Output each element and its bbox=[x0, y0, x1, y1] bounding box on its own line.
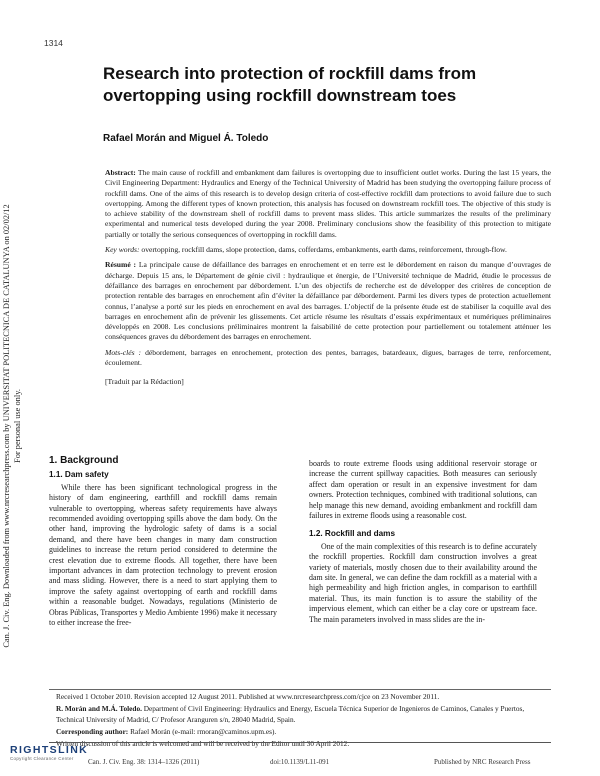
corresponding-author-note bbox=[56, 727, 551, 737]
mots-cles bbox=[105, 348, 551, 369]
abstract-text: The main cause of rockfill and embankment dam failures is overtopping due to insufficient outlet works. During the last 15 years, the Civil Engineering Department: Hydraulics and Energy of the Technical University of Madrid has been studying the overtopping failure process of rockfill dams. One of the aims of this research is to develop design criteria of cost-effective rockfill dam protections to avoid failure due to such overtopping. Among the different types of known protection, this analysis has focused on downstream rockfill toes. The objective of this study is to achieve stability of the downstream shell of rockfill dams to prevent mass slides. This article summarizes the results of the preliminary experimental and numerical tests developed during the year 2008. Preliminary conclusions show the feasibility of this protection to mitigate partially or totally the serious consequences of overtopping in rockfill dams. bbox=[105, 168, 551, 239]
corresponding-author-text: Rafael Morán (e-mail: rmoran@caminos.upm.es). bbox=[128, 726, 277, 736]
publisher: Published by NRC Research Press bbox=[434, 758, 531, 766]
body-paragraph: boards to route extreme floods using additional reservoir storage or increase the current spillway capacities. Both measures can seriously affect dam operation or result in an expensive investment for dam owners. Protection techniques, combined with traditional solutions, can help manage this new demand, avoiding embankment and rockfill dam failures in extreme floods using a reasonable cost. bbox=[309, 459, 537, 521]
mots-cles-label: Mots-clés : bbox=[105, 347, 142, 357]
rightslink-logo-text: RIGHTSLINK bbox=[10, 744, 89, 756]
body-column-right bbox=[309, 459, 537, 625]
section-heading-background: 1. Background bbox=[49, 455, 119, 466]
subsection-heading-dam-safety: 1.1. Dam safety bbox=[49, 470, 109, 480]
resume-text: La principale cause de défaillance des barrages en enrochement et en terre est le débordement en raison du manque d’ouvrages de décharge. Depuis 15 ans, le Département de génie civil : hydraulique et énergie, de l’Université technique de Madrid, étudie le processus de défaillance des barrages en enrochement par débordement. L’un des objectifs de recherche est de développer des critères de conception de protection rentable des barrages en enrochement afin d’éviter la défaillance par débordement. Parmi les divers types de protection actuellement connus, l’analyse a porté sur les pieds en enrochement en aval des barrages. L’objectif de la présente étude est de stabiliser la coquille aval des barrages en enrochement afin de prévenir les glissements. Cet article résume les résultats d’essais expérimentaux et numériques préliminaires développés en 2008. Les conclusions préliminaires montrent la faisabilité de cette protection pour partiellement ou totalement atténuer les conséquences graves du débordement des barrages en enrochement. bbox=[105, 260, 552, 342]
keywords bbox=[105, 245, 551, 255]
abstract-label: Abstract: bbox=[105, 168, 136, 177]
article-title: Research into protection of rockfill dams from overtopping using rockfill downstream toes bbox=[103, 64, 477, 105]
abstract-block bbox=[105, 168, 551, 393]
footnote-divider bbox=[49, 689, 551, 690]
resume-label: Résumé : bbox=[105, 260, 137, 270]
received-note: Received 1 October 2010. Revision accepted 12 August 2011. Published at www.nrcresearchpress.com/cjce on 23 November 2011. bbox=[56, 692, 440, 701]
page-number: 1314 bbox=[44, 38, 63, 48]
translation-note: [Traduit par la Rédaction] bbox=[105, 377, 184, 387]
body-column-left bbox=[49, 456, 277, 629]
keywords-text: overtopping, rockfill dams, slope protection, dams, cofferdams, embankments, earth dams, reinforcement, through-flow. bbox=[139, 245, 507, 255]
mots-cles-text: débordement, barrages en enrochement, protection des pentes, barrages, batardeaux, digues, barrages de terre, renforcement, écoulement. bbox=[105, 347, 551, 368]
body-paragraph: While there has been significant technological progress in the history of dam engineering, earthfill and rockfill dams remain vulnerable to overtopping, whereas safety requirements have always recommended avoiding overtopping spills above the dam body. On the other hand, improving the hydrologic safety of dams is a social demand, and there have been changes in many dam construction guidelines to increase the return period considered to determine the crest elevation due to extreme floods. All together, there have been important advances in dam protection technology to prevent erosion and mass sliding. However, there is a need to start applying them to improve the safety against overtopping of earth and rockfill dams within a reasonable budget. Nowadays, regulations (Ministerio de Obras Públicas, Transportes y Medio Ambiente 1996) make it necessary to either increase the free- bbox=[49, 482, 277, 628]
affiliation-text: Department of Civil Engineering: Hydraulics and Energy, Escuela Técnica Superior de Ingenieros de Caminos, Canales y Puertos, Technical University of Madrid, C/ Profesor Aranguren s/n, 28040 Madrid, Spain. bbox=[56, 704, 525, 724]
resume bbox=[105, 260, 551, 342]
rightslink-logo-subtext: Copyright Clearance Center bbox=[10, 756, 74, 761]
corresponding-author-label: Corresponding author: bbox=[56, 726, 129, 736]
personal-use-line: For personal use only. bbox=[13, 389, 22, 463]
body-paragraph: One of the main complexities of this research is to define accurately the rockfill properties. Rockfill dam construction involves a great variety of materials, mostly chosen due to their availability around the dam site. In general, we can define the dam rockfill as a material with a high permeability and high friction angles, in comparison to earthfill material. Thus, its main function is to assure the stability of the impervious element, which can either be a clay core or upstream face. The main parameters involved in mass slides are the in- bbox=[309, 541, 537, 624]
rightslink-logo bbox=[10, 744, 89, 768]
footer-divider bbox=[49, 742, 551, 743]
keywords-label: Key words: bbox=[105, 245, 140, 255]
subsection-heading-rockfill: 1.2. Rockfill and dams bbox=[309, 529, 395, 539]
journal-citation: Can. J. Civ. Eng. 38: 1314–1326 (2011) bbox=[88, 758, 200, 766]
article-authors: Rafael Morán and Miguel Á. Toledo bbox=[103, 133, 269, 144]
affiliation-names: R. Morán and M.Á. Toledo. bbox=[56, 704, 142, 714]
download-notice-line: Can. J. Civ. Eng. Downloaded from www.nrcresearchpress.com by UNIVERSITAT POLITECNICA DE CATALUNYA on 02/02/12 bbox=[2, 204, 11, 648]
abstract bbox=[105, 168, 551, 240]
affiliation-note bbox=[56, 704, 551, 725]
doi: doi:10.1139/L11-091 bbox=[270, 758, 330, 766]
discussion-note: Written discussion of this article is welcomed and will be received by the Editor until 30 April 2012. bbox=[56, 739, 350, 749]
download-notice bbox=[1, 116, 23, 736]
